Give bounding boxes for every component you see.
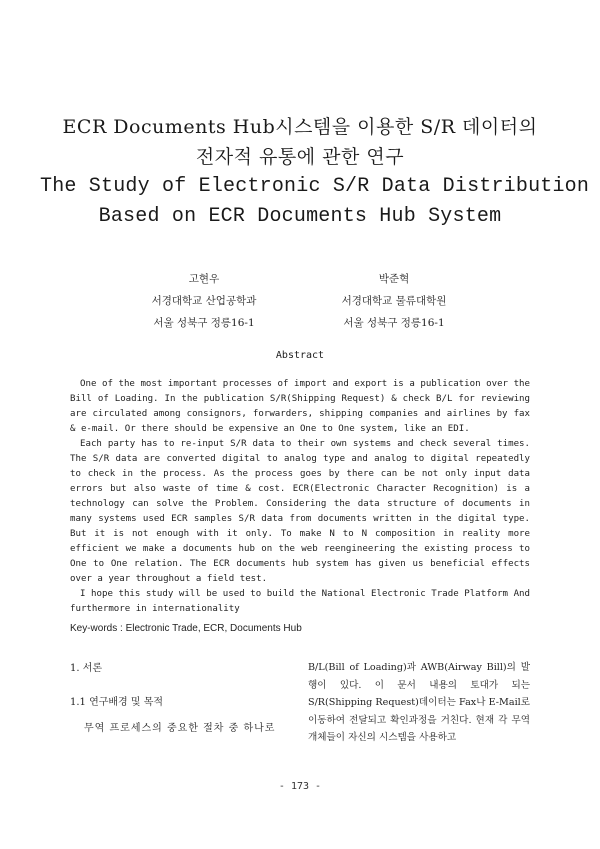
abstract-body: [70, 377, 530, 617]
author-name: 고현우: [188, 273, 220, 285]
author-name: 박준혁: [378, 273, 410, 285]
abstract-heading: Abstract: [275, 350, 325, 361]
author-affiliation: 서경대학교 물류대학원: [341, 295, 447, 307]
body-text-right: B/L(Bill of Loading)과 AWB(Airway Bill)의 발행이 있다. 이 문서 내용의 토대가 되는 S/R(Shipping Request)데이터는 Fax나 E-Mail로 이동하여 전달되고 확인과정을 거친다. 현재 각 무역개체들이 자신의 시스템을 사용하고: [308, 662, 530, 744]
title-korean-line-2: 전자적 유통에 관한 연구: [195, 146, 405, 168]
author-address: 서울 성북구 정릉16-1: [343, 317, 445, 329]
abstract-paragraph: I hope this study will be used to build the National Electronic Trade Platform And furthermore in internationality: [70, 589, 530, 614]
title-korean-line-1: ECR Documents Hub시스템을 이용한 S/R 데이터의: [62, 116, 538, 138]
body-text-left: 무역 프로세스의 중요한 절차 중 하나로: [84, 723, 276, 734]
author-2: [284, 268, 504, 334]
title-block: [40, 112, 590, 232]
author-1: [94, 268, 314, 334]
author-address: 서울 성북구 정릉16-1: [153, 317, 255, 329]
abstract-paragraph: One of the most important processes of import and export is a publication over the Bill of Loading. In the publication S/R(Shipping Request) & check B/L for reviewing are circulated among consignors, forwarders, shipping companies and airlines by fax & e-mail. Or there should be expensive an One to One system, like an EDI.: [70, 379, 530, 434]
abstract-paragraph: Each party has to re-input S/R data to their own systems and check several times. The S/R data are converted digital to analog type and analog to digital repeatedly to check in the process. As the process goes by there can be not only input data errors but also waste of time & cost. ECR(Electronic Character Recognition) is a technology can solve the Problem. Considering the data structure of documents in many systems used ECR samples S/R data from documents written in the digital type. But it is not enough with it only. To make N to N composition in reality more efficient we make a documents hub on the web reengineering the existing process to One to One relation. The ECR documents hub system has given us beneficial effects over a year throughout a field test.: [70, 439, 530, 584]
title-english-line-2: Based on ECR Documents Hub System: [98, 205, 502, 228]
title-english-line-1: The Study of Electronic S/R Data Distribution: [40, 175, 590, 198]
page-number: - 173 -: [278, 781, 322, 792]
section-heading-introduction: 1. 서론: [70, 663, 103, 674]
subsection-heading-background: 1.1 연구배경 및 목적: [70, 697, 164, 708]
author-affiliation: 서경대학교 산업공학과: [151, 295, 257, 307]
keywords: Key-words : Electronic Trade, ECR, Documents Hub: [70, 623, 302, 634]
